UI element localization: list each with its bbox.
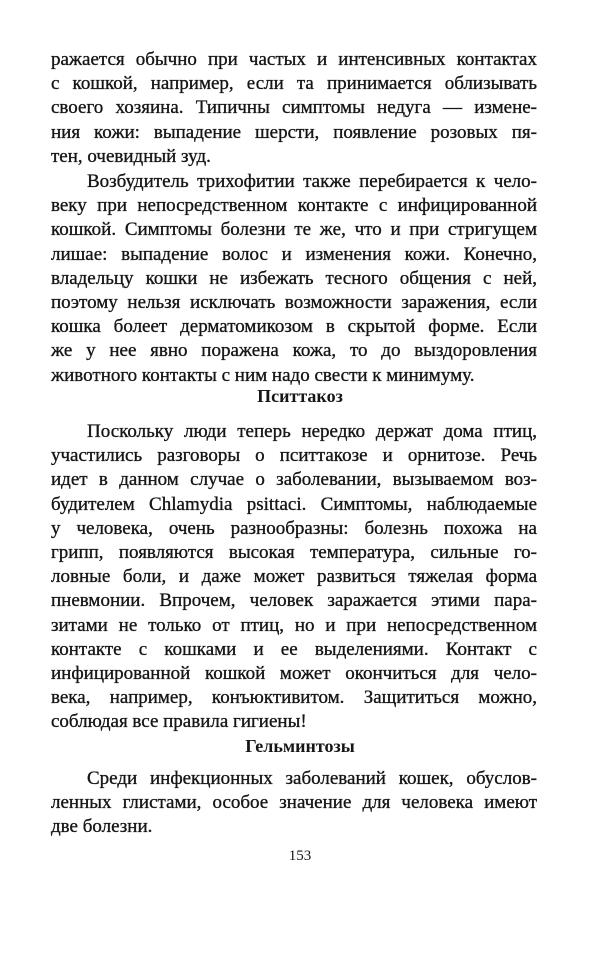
text-line: с кошкой, например, если та принимается облизывать (51, 73, 537, 95)
page-number: 153 (288, 848, 312, 864)
text-line: тен, очевидный зуд. (51, 145, 211, 167)
text-line: зитами не только от птиц, но и при непосредственном (51, 614, 537, 636)
text-line: участились разговоры о пситтакозе и орнитозе. Речь (51, 445, 537, 467)
text-line: же у нее явно поражена кожа, то до выздоровления (51, 340, 537, 362)
text-line: своего хозяина. Типичны симптомы недуга — измене- (51, 97, 537, 119)
text-line: ния кожи: выпадение шерсти, появление розовых пя- (51, 121, 537, 143)
text-line: Среди инфекционных заболеваний кошек, обуслов- (87, 768, 537, 789)
text-line: владельцу кошки не избежать тесного общения с ней, (51, 267, 537, 289)
text-line: кошкой. Симптомы болезни те же, что и при стригущем (51, 219, 537, 241)
text-line: поэтому нельзя исключать возможности заражения, если (51, 292, 537, 313)
text-line: веку при непосредственном контакте с инфицированной (51, 195, 537, 217)
text-line: грипп, появляются высокая температура, сильные го- (51, 542, 537, 563)
text-line: ловные боли, и даже может развиться тяжелая форма (51, 566, 537, 588)
text-line: контакте с кошками и ее выделениями. Контакт с (51, 638, 537, 660)
text-line: Возбудитель трихофитии также перебирается к чело- (87, 171, 537, 192)
text-line: соблюдая все правила гигиены! (51, 711, 307, 733)
section-heading: Пситтакоз (257, 386, 343, 406)
text-line: Поскольку люди теперь нередко держат дома птиц, (87, 421, 537, 442)
text-line: ленных глистами, особое значение для человека имеют (51, 792, 537, 814)
text-line: кошка болеет дерматомикозом в скрытой форме. Если (51, 316, 537, 338)
text-line: ражается обычно при частых и интенсивных контактах (51, 49, 537, 70)
text-line: инфицированной кошкой может окончиться для чело- (51, 663, 537, 684)
text-line: века, например, конъюктивитом. Защититься можно, (51, 687, 537, 709)
text-line: животного контакты с ним надо свести к минимуму. (51, 364, 475, 386)
text-line: лишае: выпадение волос и изменения кожи. Конечно, (51, 243, 537, 265)
text-line: будителем Chlamydia psittaci. Симптомы, наблюдаемые (51, 493, 537, 515)
section-heading: Гельминтозы (245, 736, 355, 756)
text-line: две болезни. (51, 816, 153, 838)
text-line: идет в данном случае о заболевании, вызываемом воз- (51, 469, 537, 491)
text-line: пневмонии. Впрочем, человек заражается этими пара- (51, 590, 537, 612)
text-line: у человека, очень разнообразны: болезнь похожа на (51, 517, 537, 539)
